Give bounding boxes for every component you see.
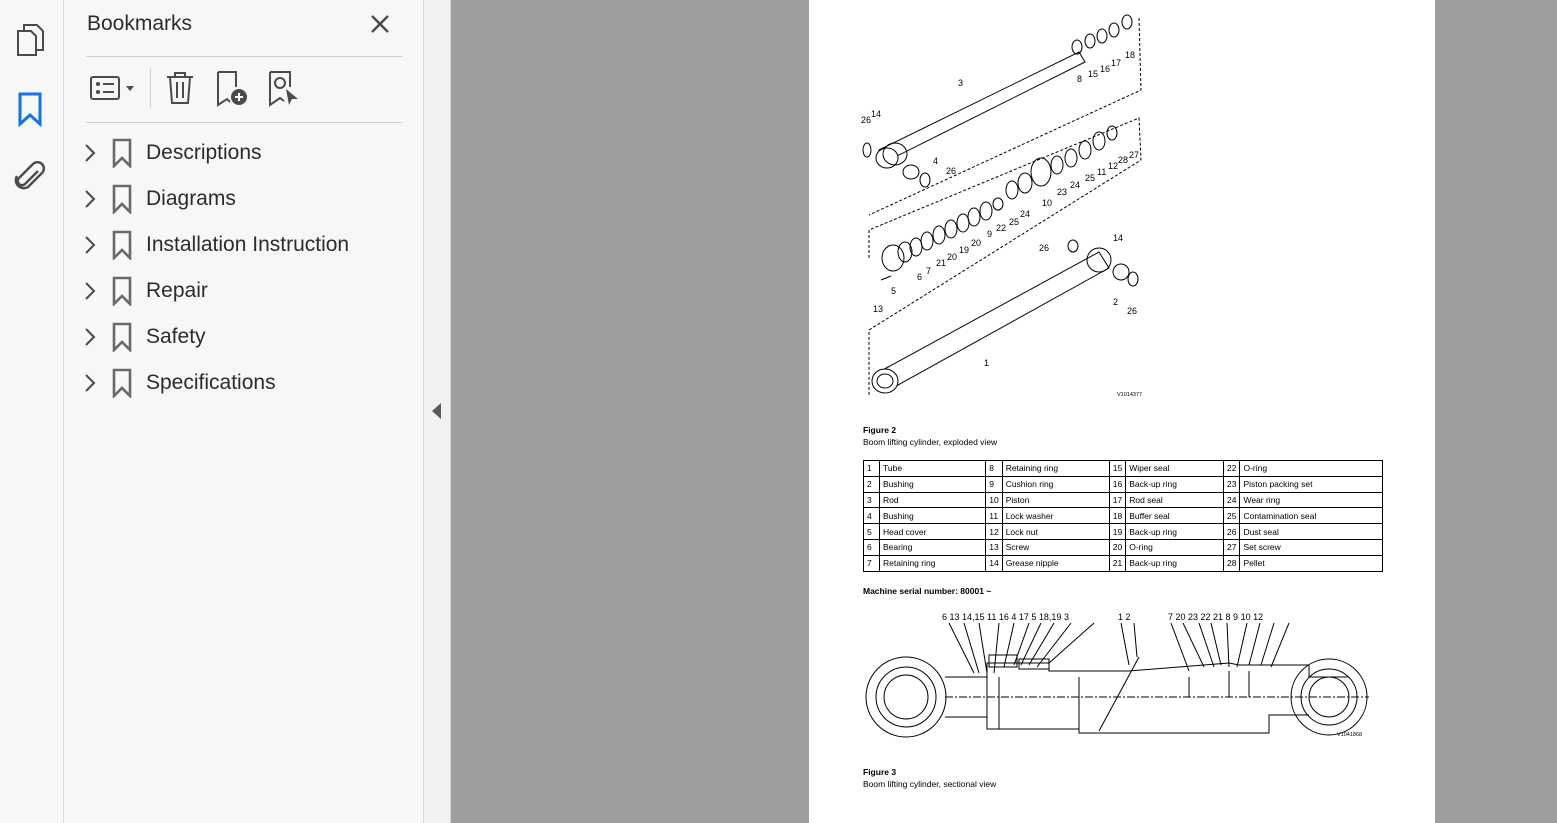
table-cell: 13	[986, 539, 1002, 555]
svg-text:25: 25	[1009, 217, 1020, 227]
table-cell: Tube	[880, 461, 986, 477]
table-cell: Bushing	[880, 508, 986, 524]
svg-text:26: 26	[1127, 306, 1138, 316]
figure-image-code: V1041868	[1337, 732, 1363, 738]
svg-text:9: 9	[987, 229, 993, 239]
bookmark-label: Installation Instruction	[146, 233, 350, 256]
table-row	[864, 476, 1383, 492]
table-row	[864, 508, 1383, 524]
delete-bookmark-button[interactable]	[162, 68, 198, 108]
table-cell: 23	[1223, 476, 1239, 492]
table-cell: 28	[1223, 555, 1239, 571]
table-row	[864, 461, 1383, 477]
callouts-right: 7 20 23 22 21 8 9 10 12	[1168, 612, 1264, 622]
svg-text:13: 13	[873, 304, 884, 314]
bookmark-icon	[110, 322, 134, 352]
table-cell: 11	[986, 508, 1002, 524]
table-cell: Contamination seal	[1240, 508, 1383, 524]
sectional-view-diagram	[809, 605, 1435, 765]
bookmark-icon	[110, 230, 134, 260]
table-cell: 20	[1109, 539, 1125, 555]
table-cell: 24	[1223, 492, 1239, 508]
table-cell: Head cover	[880, 524, 986, 540]
svg-text:14: 14	[1113, 233, 1124, 243]
bookmark-properties-button[interactable]	[264, 68, 304, 108]
table-cell: 14	[986, 555, 1002, 571]
svg-text:19: 19	[959, 245, 970, 255]
table-cell: 22	[1223, 461, 1239, 477]
table-cell: Screw	[1002, 539, 1109, 555]
table-cell: O-ring	[1240, 461, 1383, 477]
svg-text:4: 4	[933, 156, 939, 166]
svg-text:16: 16	[1100, 64, 1111, 74]
new-bookmark-button[interactable]	[212, 68, 252, 108]
bookmarks-icon[interactable]	[10, 89, 50, 129]
options-menu-button[interactable]	[86, 68, 140, 108]
table-cell: Retaining ring	[1002, 461, 1109, 477]
svg-text:21: 21	[936, 258, 947, 268]
table-cell: 19	[1109, 524, 1125, 540]
svg-text:18: 18	[1125, 50, 1136, 60]
bookmark-label: Diagrams	[146, 187, 236, 210]
chevron-right-icon[interactable]	[78, 233, 102, 257]
figure-caption-text: Boom lifting cylinder, sectional view	[863, 779, 997, 789]
table-cell: Pellet	[1240, 555, 1383, 571]
table-cell: 18	[1109, 508, 1125, 524]
table-cell: Lock nut	[1002, 524, 1109, 540]
chevron-right-icon[interactable]	[78, 279, 102, 303]
bookmark-specifications[interactable]	[78, 363, 408, 403]
callouts-left: 6 13 14,15 11 16 4 17 5 18,19 3	[942, 612, 1069, 622]
bookmark-icon	[110, 276, 134, 306]
table-cell: 2	[864, 476, 880, 492]
bookmark-icon	[110, 184, 134, 214]
close-icon[interactable]	[367, 11, 393, 37]
svg-text:14: 14	[871, 109, 882, 119]
bookmark-search-icon	[266, 69, 302, 107]
svg-text:10: 10	[1042, 198, 1053, 208]
table-cell: 10	[986, 492, 1002, 508]
bookmark-label: Safety	[146, 325, 206, 348]
table-cell: 12	[986, 524, 1002, 540]
table-row	[864, 555, 1383, 571]
table-cell: 26	[1223, 524, 1239, 540]
figure-number: Figure 3	[863, 767, 897, 777]
bookmark-diagrams[interactable]	[78, 179, 408, 219]
table-cell: 15	[1109, 461, 1125, 477]
chevron-right-icon[interactable]	[78, 325, 102, 349]
svg-text:8: 8	[1077, 74, 1083, 84]
bookmark-label: Repair	[146, 279, 208, 302]
table-cell: 27	[1223, 539, 1239, 555]
svg-text:20: 20	[947, 252, 958, 262]
svg-text:11: 11	[1097, 167, 1107, 177]
table-cell: Rod seal	[1126, 492, 1224, 508]
attachments-icon[interactable]	[10, 157, 50, 197]
table-cell: O-ring	[1126, 539, 1224, 555]
svg-text:24: 24	[1020, 209, 1031, 219]
table-cell: 17	[1109, 492, 1125, 508]
bookmark-icon	[110, 368, 134, 398]
figure-caption-text: Boom lifting cylinder, exploded view	[863, 437, 998, 447]
svg-text:6: 6	[917, 272, 923, 282]
svg-text:22: 22	[996, 223, 1007, 233]
svg-text:20: 20	[971, 238, 982, 248]
table-cell: Dust seal	[1240, 524, 1383, 540]
panel-collapse-bar[interactable]	[424, 0, 451, 823]
chevron-right-icon[interactable]	[78, 141, 102, 165]
table-cell: 21	[1109, 555, 1125, 571]
table-cell: 4	[864, 508, 880, 524]
table-cell: 9	[986, 476, 1002, 492]
svg-text:15: 15	[1088, 69, 1099, 79]
svg-text:28: 28	[1118, 155, 1129, 165]
table-cell: 25	[1223, 508, 1239, 524]
exploded-view-diagram	[809, 0, 1435, 420]
svg-text:5: 5	[891, 286, 897, 296]
svg-text:17: 17	[1111, 58, 1122, 68]
table-cell: 16	[1109, 476, 1125, 492]
figure-number: Figure 2	[863, 425, 897, 435]
table-cell: 1	[864, 461, 880, 477]
table-cell: 5	[864, 524, 880, 540]
pages-icon[interactable]	[10, 20, 50, 60]
figure-3-caption	[863, 766, 996, 790]
svg-text:12: 12	[1108, 161, 1119, 171]
table-cell: Buffer seal	[1126, 508, 1224, 524]
svg-text:23: 23	[1057, 187, 1068, 197]
figure-2-caption	[863, 424, 997, 448]
table-cell: Piston packing set	[1240, 476, 1383, 492]
navigation-rail	[0, 0, 64, 823]
panel-title: Bookmarks	[87, 12, 193, 35]
table-cell: Wiper seal	[1126, 461, 1224, 477]
svg-text:27: 27	[1129, 150, 1140, 160]
table-cell: Back-up ring	[1126, 476, 1224, 492]
table-cell: Set screw	[1240, 539, 1383, 555]
table-row	[864, 524, 1383, 540]
divider	[86, 122, 403, 123]
table-cell: 8	[986, 461, 1002, 477]
table-cell: Back-up ring	[1126, 555, 1224, 571]
table-cell: Lock washer	[1002, 508, 1109, 524]
divider	[86, 56, 403, 57]
table-cell: 6	[864, 539, 880, 555]
svg-text:1: 1	[984, 358, 990, 368]
table-row	[864, 539, 1383, 555]
bookmark-repair[interactable]	[78, 271, 408, 311]
svg-text:2: 2	[1113, 297, 1119, 307]
toolbar-separator	[150, 68, 151, 108]
table-cell: Back-up ring	[1126, 524, 1224, 540]
bookmark-descriptions[interactable]	[78, 133, 408, 173]
figure-image-code: V1014377	[1117, 392, 1143, 398]
machine-serial-number: Machine serial number: 80001 ~	[863, 586, 992, 596]
trash-icon	[164, 70, 196, 106]
svg-text:25: 25	[1085, 173, 1096, 183]
callouts-mid: 1 2	[1118, 612, 1131, 622]
bookmark-installation-instruction[interactable]	[78, 225, 408, 265]
svg-text:7: 7	[926, 266, 932, 276]
document-page	[809, 0, 1435, 823]
table-cell: Wear ring	[1240, 492, 1383, 508]
svg-text:26: 26	[1039, 243, 1050, 253]
table-cell: Rod	[880, 492, 986, 508]
table-cell: Cushion ring	[1002, 476, 1109, 492]
table-cell: Retaining ring	[880, 555, 986, 571]
bookmark-label: Specifications	[146, 371, 276, 394]
chevron-right-icon[interactable]	[78, 371, 102, 395]
table-cell: Grease nipple	[1002, 555, 1109, 571]
parts-table	[863, 460, 1383, 572]
add-bookmark-icon	[214, 69, 250, 107]
svg-text:24: 24	[1070, 180, 1081, 190]
table-cell: 3	[864, 492, 880, 508]
table-cell: Piston	[1002, 492, 1109, 508]
svg-text:26: 26	[861, 115, 872, 125]
bookmark-safety[interactable]	[78, 317, 408, 357]
chevron-right-icon[interactable]	[78, 187, 102, 211]
collapse-left-icon[interactable]	[430, 402, 444, 420]
bookmark-label: Descriptions	[146, 141, 262, 164]
table-cell: Bearing	[880, 539, 986, 555]
svg-text:3: 3	[958, 78, 964, 88]
bookmark-icon	[110, 138, 134, 168]
table-cell: 7	[864, 555, 880, 571]
svg-text:26: 26	[946, 166, 957, 176]
table-row	[864, 492, 1383, 508]
bookmarks-panel	[64, 0, 424, 823]
table-cell: Bushing	[880, 476, 986, 492]
